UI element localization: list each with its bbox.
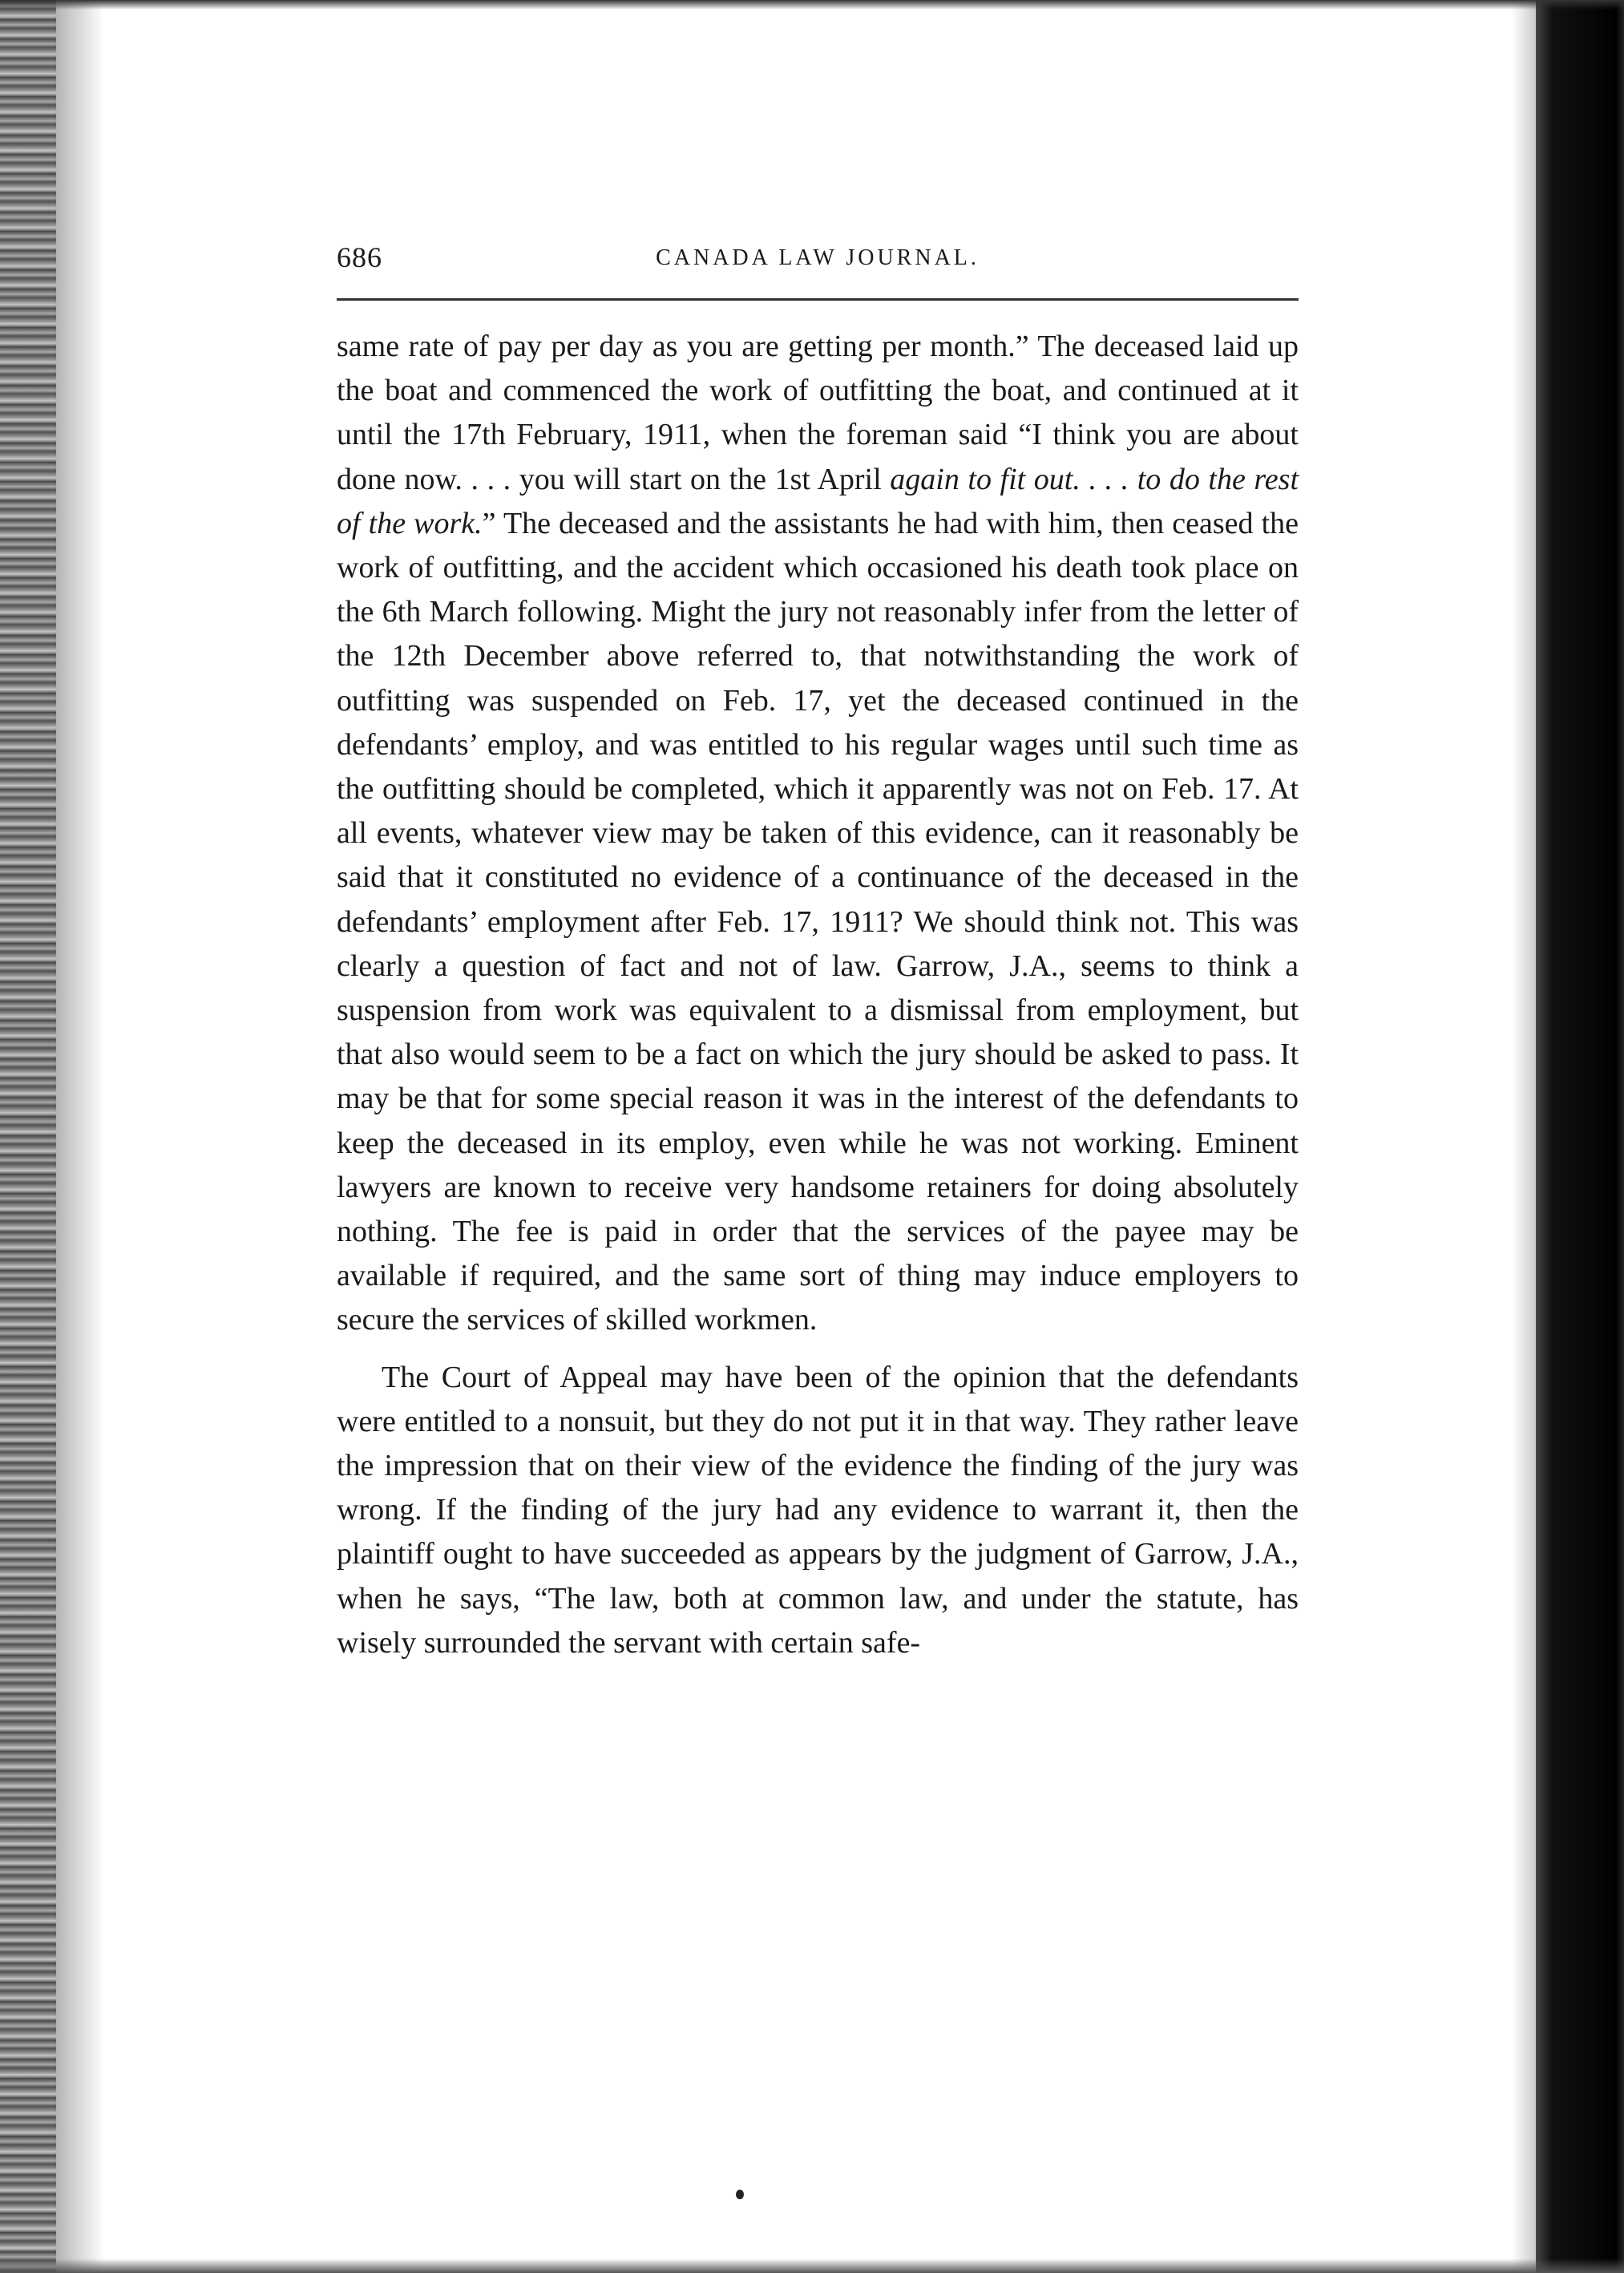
paragraph-1 (337, 325, 1299, 1343)
paragraph-1-text-b: ” The deceased and the assistants he had with him, then ceased the work of outfitting, and the accident which occasioned his death took place on the 6th March following. Might the jury not reasonably infer from the letter of the 12th December above referred to, that notwithstanding the work of outfitting was suspended on Feb. 17, yet the deceased continued in the defendants’ employ, and was entitled to his regular wages until such time as the outfitting should be completed, which it apparently was not on Feb. 17. At all events, whatever view may be taken of this evidence, can it reasonably be said that it constituted no evidence of a continuance of the deceased in the defendants’ employment after Feb. 17, 1911? We should think not. This was clearly a question of fact and not of law. Garrow, J.A., seems to think a suspension from work was equivalent to a dismissal from employment, but that also would seem to be a fact on which the jury should be asked to pass. It may be that for some special reason it was in the interest of the defendants to keep the deceased in its employ, even while he was not working. Eminent lawyers are known to receive very handsome retainers for doing absolutely nothing. The fee is paid in order that the services of the payee may be available if required, and the same sort of thing may induce employers to secure the services of skilled workmen. (337, 506, 1299, 1337)
header-rule (337, 298, 1299, 301)
paragraph-2 (337, 1356, 1299, 1665)
scan-edge-left-shadow (56, 0, 104, 2273)
paragraph-1-text-a: same rate of pay per day as you are getting per month.” The deceased laid up the boat and commenced the work of outfitting the boat, and continued at it until the 17th February, 1911, when the foreman said “I think you are about done now. . . . you will start on the 1st April (337, 330, 1299, 496)
scan-edge-top (0, 0, 1624, 10)
article-body (337, 325, 1299, 1665)
running-head (337, 241, 1299, 289)
paragraph-1-quoted-italic: again to fit out. . . . to do the rest of the work. (337, 462, 1299, 540)
footer-ink-dot (736, 2190, 744, 2199)
scan-edge-right (1536, 0, 1624, 2273)
scan-edge-bottom (0, 2259, 1624, 2273)
page-number: 686 (337, 241, 382, 273)
journal-title: CANADA LAW JOURNAL. (656, 245, 980, 270)
paragraph-2-text: The Court of Appeal may have been of the opinion that the defendants were entitled to a nonsuit, but they do not put it in that way. They rather leave the impression that on their view of the evidence the finding of the jury was wrong. If the finding of the jury had any evidence to warrant it, then the plaintiff ought to have succeeded as appears by the judgment of Garrow, J.A., when he says, “The law, both at common law, and under the statute, has wisely surrounded the servant with certain safe- (337, 1360, 1299, 1660)
scan-edge-right-shadow (1512, 0, 1536, 2273)
scan-edge-left (0, 0, 56, 2273)
